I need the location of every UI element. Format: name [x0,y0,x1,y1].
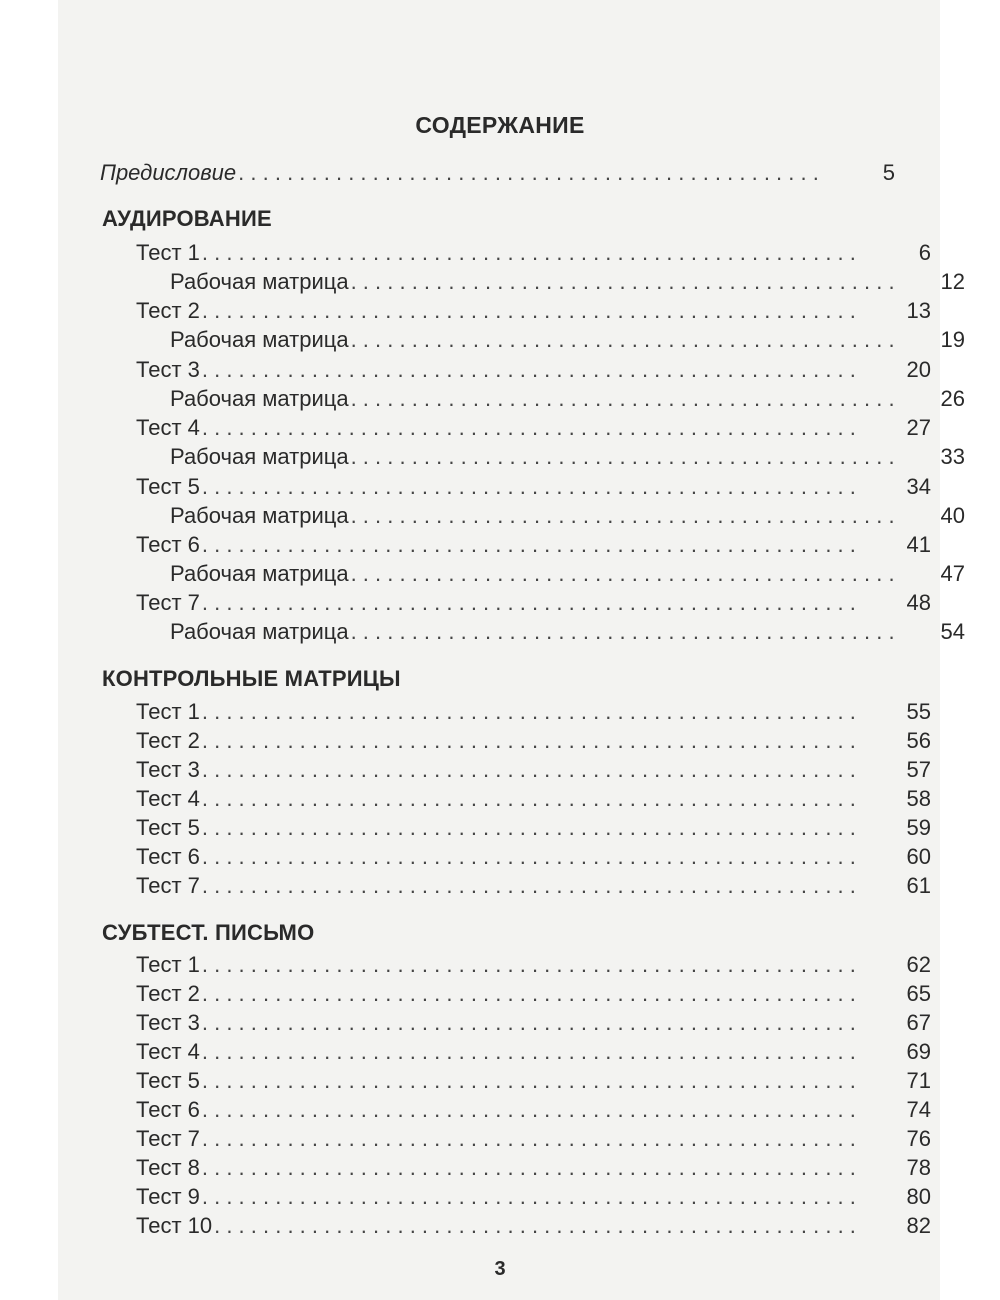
toc-entry[interactable] [100,619,965,649]
toc-entry-page: 55 [906,699,931,724]
toc-entry-label: Тест 8 [136,1155,200,1180]
toc-entry-preface[interactable] [100,160,895,190]
toc-entry-page: 34 [906,474,931,499]
toc-entry[interactable] [100,1039,931,1069]
toc-entry-label: Рабочая матрица [170,619,349,644]
toc-entry[interactable] [100,327,965,357]
toc-entry[interactable] [100,981,931,1011]
toc-entry-page: 76 [906,1126,931,1151]
toc-entry-page: 78 [906,1155,931,1180]
toc-entry[interactable] [100,1126,931,1156]
dot-leader [202,699,861,725]
toc-entry[interactable] [100,240,931,270]
dot-leader [202,1184,861,1210]
toc-entry-page: 82 [906,1213,931,1238]
toc-entry-page: 60 [906,844,931,869]
dot-leader [202,786,861,812]
toc-entry-page: 33 [940,444,965,469]
toc-entry-label: Тест 6 [136,532,200,557]
toc-entry-page: 80 [906,1184,931,1209]
toc-entry-label: Тест 4 [136,1039,200,1064]
dot-leader [351,561,895,587]
dot-leader [351,619,895,645]
toc-entry-page: 19 [940,327,965,352]
toc-entry-page: 61 [906,873,931,898]
toc-entry[interactable] [100,786,931,816]
toc-entry-label: Тест 2 [136,981,200,1006]
dot-leader [351,327,895,353]
toc-entry[interactable] [100,444,965,474]
toc-entry[interactable] [100,844,931,874]
toc-entry-page: 59 [906,815,931,840]
toc-entry[interactable] [100,699,931,729]
toc-entry-label: Тест 4 [136,415,200,440]
toc-entry-page: 5 [882,160,895,185]
toc-entry-label: Тест 7 [136,590,200,615]
dot-leader [202,1068,861,1094]
dot-leader [202,532,861,558]
toc-entry[interactable] [100,815,931,845]
toc-entry[interactable] [100,1068,931,1098]
toc-entry[interactable] [100,503,965,533]
toc-entry-page: 56 [906,728,931,753]
toc-entry-page: 13 [906,298,931,323]
toc-entry[interactable] [100,561,965,591]
dot-leader [202,240,861,266]
toc-entry-label: Рабочая матрица [170,269,349,294]
dot-leader [202,357,861,383]
toc-entry-label: Тест 4 [136,786,200,811]
toc-entry-label: Рабочая матрица [170,444,349,469]
dot-leader [202,981,861,1007]
toc-entry-label: Тест 3 [136,357,200,382]
dot-leader [214,1213,861,1239]
toc-entry-label: Предисловие [100,160,237,185]
toc-entry-page: 67 [906,1010,931,1035]
toc-entry-page: 54 [940,619,965,644]
toc-entry[interactable] [100,1097,931,1127]
dot-leader [351,386,895,412]
dot-leader [202,952,861,978]
toc-entry-page: 27 [906,415,931,440]
toc-entry[interactable] [100,1155,931,1185]
toc-entry[interactable] [100,357,931,387]
toc-entry[interactable] [100,386,965,416]
toc-entry[interactable] [100,298,931,328]
dot-leader [202,474,861,500]
toc-entry-page: 41 [906,532,931,557]
toc-entry[interactable] [100,757,931,787]
dot-leader [202,815,861,841]
toc-entry-label: Тест 1 [136,240,200,265]
dot-leader [351,269,895,295]
toc-entry[interactable] [100,952,931,982]
toc-entry-label: Тест 3 [136,757,200,782]
dot-leader [202,728,861,754]
toc-entry-label: Тест 9 [136,1184,200,1209]
toc-entry-label: Тест 5 [136,1068,200,1093]
toc-entry[interactable] [100,532,931,562]
toc-entry[interactable] [100,415,931,445]
toc-entry-page: 65 [906,981,931,1006]
dot-leader [202,1010,861,1036]
dot-leader [202,873,861,899]
toc-entry-label: Тест 5 [136,474,200,499]
toc-entry-page: 47 [940,561,965,586]
toc-entry-page: 20 [906,357,931,382]
toc-entry-page: 48 [906,590,931,615]
toc-entry-page: 26 [940,386,965,411]
dot-leader [202,1155,861,1181]
toc-entry-page: 12 [940,269,965,294]
page-number: 3 [494,1258,506,1280]
dot-leader [202,1126,861,1152]
toc-entry-page: 71 [906,1068,931,1093]
toc-entry-label: Тест 2 [136,298,200,323]
dot-leader [238,160,825,186]
toc-entry-label: Тест 3 [136,1010,200,1035]
dot-leader [351,444,895,470]
dot-leader [202,757,861,783]
dot-leader [202,1039,861,1065]
toc-entry-page: 62 [906,952,931,977]
toc-entry-label: Тест 7 [136,873,200,898]
toc-entry[interactable] [100,269,965,299]
toc-entry-page: 40 [940,503,965,528]
toc-entry[interactable] [100,1213,931,1243]
toc-entry-page: 74 [906,1097,931,1122]
toc-entry-label: Тест 6 [136,844,200,869]
toc-entry-page: 69 [906,1039,931,1064]
toc-entry-label: Рабочая матрица [170,386,349,411]
toc-entry-label: Тест 10 [136,1213,213,1238]
toc-entry-label: Тест 2 [136,728,200,753]
toc-entry[interactable] [100,474,931,504]
toc-entry-label: Тест 1 [136,952,200,977]
toc-title: СОДЕРЖАНИЕ [415,112,585,138]
toc-entry-label: Рабочая матрица [170,327,349,352]
toc-entry[interactable] [100,1184,931,1214]
toc-entry[interactable] [100,590,931,620]
toc-entry-label: Тест 5 [136,815,200,840]
toc-entry[interactable] [100,1010,931,1040]
dot-leader [351,503,895,529]
toc-entry-page: 6 [918,240,931,265]
toc-entry-label: Рабочая матрица [170,503,349,528]
dot-leader [202,844,861,870]
toc-entry-label: Тест 6 [136,1097,200,1122]
dot-leader [202,1097,861,1123]
section-heading-audirovanie: АУДИРОВАНИЕ [102,206,272,231]
toc-entry-page: 57 [906,757,931,782]
toc-entry-page: 58 [906,786,931,811]
toc-entry[interactable] [100,728,931,758]
toc-entry[interactable] [100,873,931,903]
section-heading-subtest-writing: СУБТЕСТ. ПИСЬМО [102,920,315,945]
dot-leader [202,415,861,441]
toc-entry-label: Тест 1 [136,699,200,724]
toc-entry-label: Тест 7 [136,1126,200,1151]
toc-entry-label: Рабочая матрица [170,561,349,586]
dot-leader [202,590,861,616]
section-heading-control-matrices: КОНТРОЛЬНЫЕ МАТРИЦЫ [102,666,401,691]
dot-leader [202,298,861,324]
